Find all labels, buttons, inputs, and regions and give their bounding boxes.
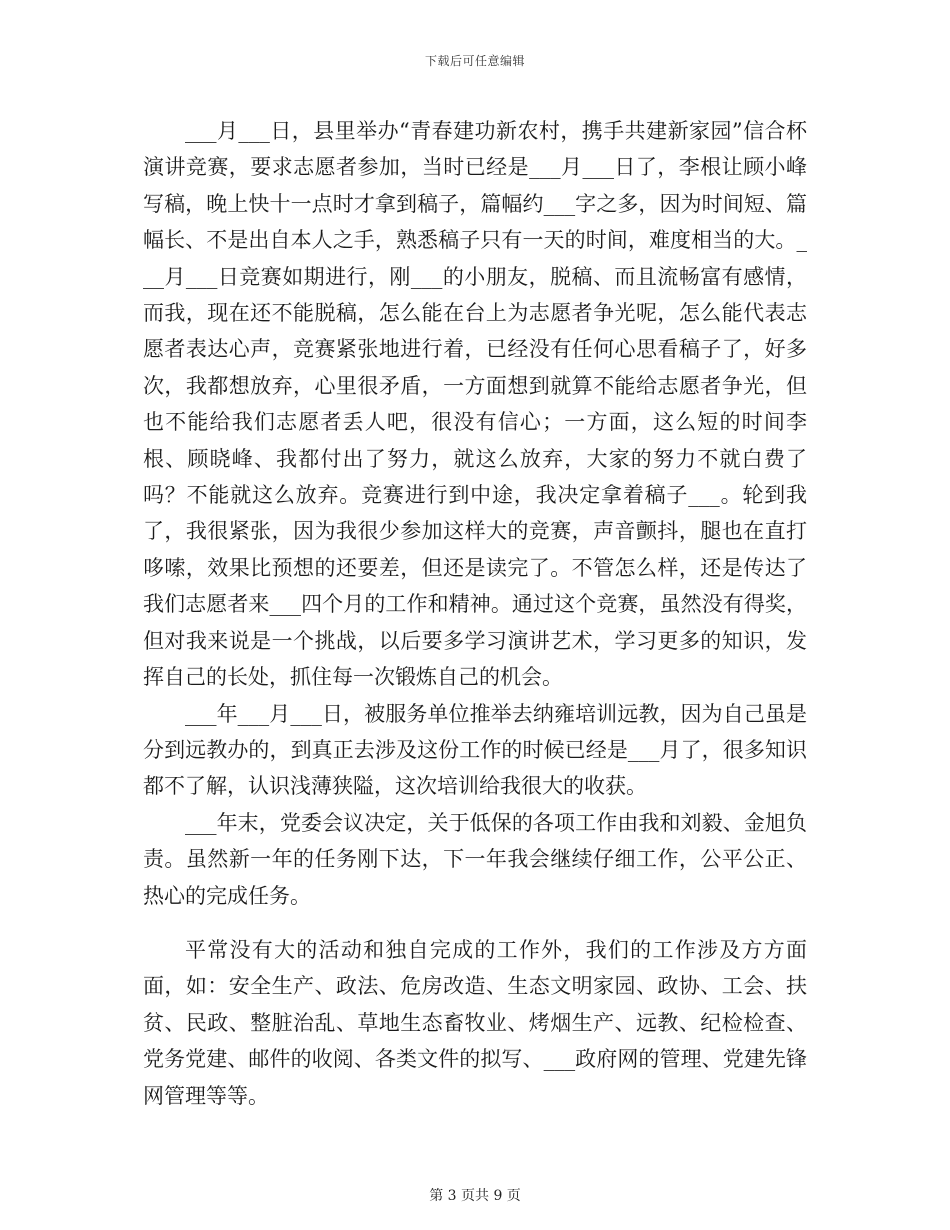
- paragraph-remote-training: ___年___月___日，被服务单位推举去纳雍培训远教，因为自己虽是分到远教办的，到真正去涉及这份工作的时候已经是___月了，很多知识都不了解，认识浅薄狭隘，这次培训给我很大的收获。: [143, 701, 807, 799]
- page-header: 下载后可任意编辑: [424, 54, 525, 68]
- paragraph-daily-work: 平常没有大的活动和独自完成的工作外，我们的工作涉及方方面面，如：安全生产、政法、危房改造、生态文明家园、政协、工会、扶贫、民政、整脏治乱、草地生态畜牧业、烤烟生产、远教、纪检检查、党务党建、邮件的收阅、各类文件的拟写、___政府网的管理、党建先锋网管理等等。: [143, 937, 807, 1108]
- paragraph-low-income-work: ___年末，党委会议决定，关于低保的各项工作由我和刘毅、金旭负责。虽然新一年的任务刚下达，下一年我会继续仔细工作，公平公正、热心的完成任务。: [143, 810, 807, 908]
- paragraph-speech-contest: ___月___日，县里举办“青春建功新农村，携手共建新家园”信合杯演讲竞赛，要求志愿者参加，当时已经是___月___日了，李根让顾小峰写稿，晚上快十一点时才拿到稿子，篇幅约___字之多，因为时间短、篇幅长、不是出自本人之手，熟悉稿子只有一天的时间，难度相当的大。___月___日竞赛如期进行，刚___的小朋友，脱稿、而且流畅富有感情，而我，现在还不能脱稿，怎么能在台上为志愿者争光呢，怎么能代表志愿者表达心声，竞赛紧张地进行着，已经没有任何心思看稿子了，好多次，我都想放弃，心里很矛盾，一方面想到就算不能给志愿者争光，但也不能给我们志愿者丢人吧，很没有信心；一方面，这么短的时间李根、顾晓峰、我都付出了努力，就这么放弃，大家的努力不就白费了吗？不能就这么放弃。竞赛进行到中途，我决定拿着稿子___。轮到我了，我很紧张，因为我很少参加这样大的竞赛，声音颤抖，腿也在直打哆嗦，效果比预想的还要差，但还是读完了。不管怎么样，还是传达了我们志愿者来___四个月的工作和精神。通过这个竞赛，虽然没有得奖，但对我来说是一个挑战，以后要多学习演讲艺术，学习更多的知识，发挥自己的长处，抓住每一次锻炼自己的机会。: [143, 119, 807, 690]
- page-number-footer: 第 3 页共 9 页: [429, 1188, 521, 1204]
- document-body: [143, 113, 807, 1114]
